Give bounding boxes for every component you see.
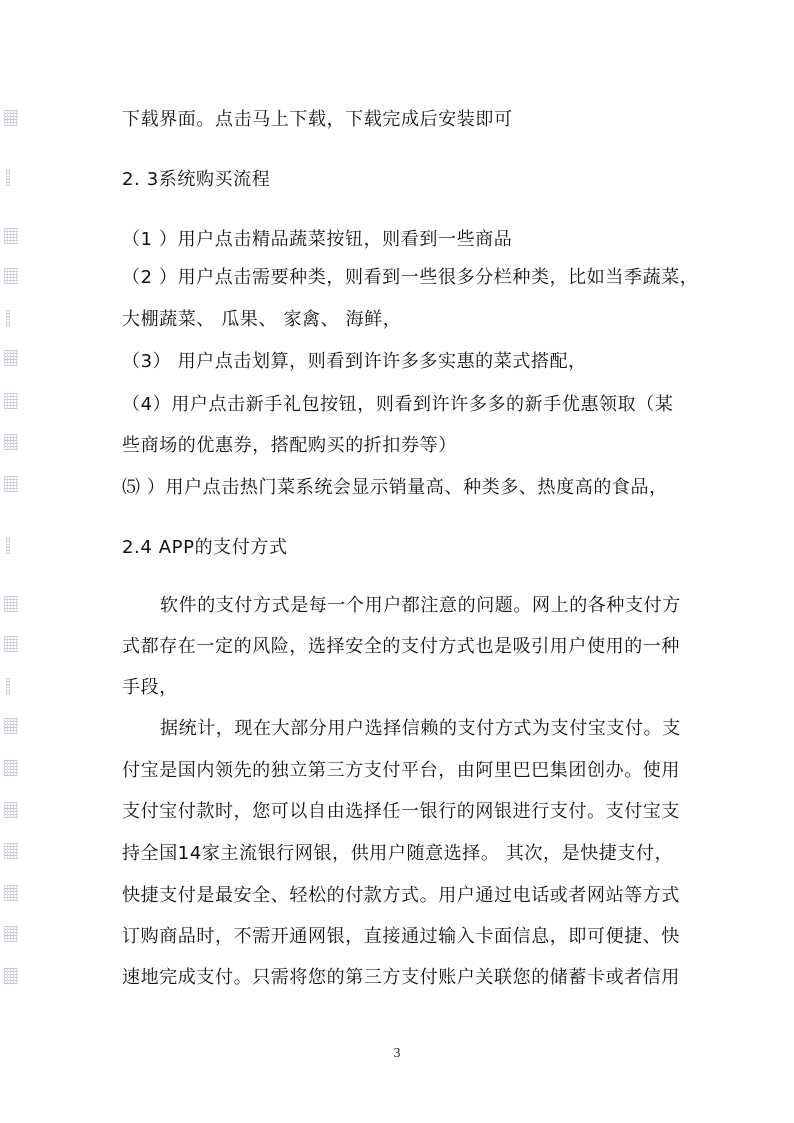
- scan-artifact: [4, 596, 18, 612]
- paragraph-start: 软件的支付方式是每一个用户都注意的问题。网上的各种支付方: [160, 595, 681, 616]
- scan-artifact: [4, 968, 18, 984]
- paragraph-start: 据统计，现在大部分用户选择信赖的支付方式为支付宝支付。支: [160, 718, 681, 739]
- text-line: 式都存在一定的风险，选择安全的支付方式也是吸引用户使用的一种: [122, 636, 680, 657]
- scan-artifact: [4, 760, 18, 776]
- scan-artifact: [4, 110, 18, 126]
- scan-artifact: [4, 393, 18, 409]
- scan-artifact: [4, 843, 18, 859]
- text-line: 支付宝付款时，您可以自由选择任一银行的网银进行支付。支付宝支: [122, 801, 680, 822]
- scan-artifact: [4, 434, 18, 450]
- section-heading: 2. 3系统购买流程: [122, 169, 271, 190]
- scan-artifact: [4, 476, 18, 492]
- scan-artifact: [4, 350, 18, 366]
- text-line: 手段，: [122, 677, 178, 698]
- scan-artifact: [4, 802, 18, 818]
- list-item: （4）用户点击新手礼包按钮，则看到许许多多的新手优惠领取（某: [122, 394, 674, 415]
- scan-artifact: [4, 885, 18, 901]
- list-item: ⑸ ）用户点击热门菜系统会显示销量高、种类多、热度高的食品，: [122, 477, 668, 498]
- text-line: 速地完成支付。只需将您的第三方支付账户关联您的储蓄卡或者信用: [122, 967, 680, 988]
- page-number: 3: [393, 1046, 401, 1061]
- text-line: 下载界面。点击马上下载，下载完成后安装即可: [122, 109, 513, 130]
- scan-artifact: [6, 678, 10, 694]
- scan-artifact: [4, 718, 18, 734]
- scan-artifact: [6, 170, 10, 186]
- scan-artifact: [6, 538, 10, 554]
- scan-artifact: [4, 268, 18, 284]
- list-item: （1 ）用户点击精品蔬菜按钮，则看到一些商品: [122, 229, 513, 250]
- list-item: （3） 用户点击划算，则看到许许多多实惠的菜式搭配，: [122, 351, 587, 372]
- section-heading: 2.4 APP的支付方式: [122, 537, 288, 558]
- text-line: 持全国14家主流银行网银，供用户随意选择。 其次，是快捷支付，: [122, 843, 674, 864]
- scan-artifact: [6, 310, 10, 326]
- text-line: 订购商品时，不需开通网银，直接通过输入卡面信息，即可便捷、快: [122, 926, 680, 947]
- scan-artifact: [4, 636, 18, 652]
- scan-artifact: [4, 926, 18, 942]
- scan-artifact: [4, 228, 18, 244]
- text-line: 付宝是国内领先的独立第三方支付平台，由阿里巴巴集团创办。使用: [122, 760, 680, 781]
- text-line: 大棚蔬菜、 瓜果、 家禽、 海鲜，: [122, 309, 402, 330]
- text-line: 快捷支付是最安全、轻松的付款方式。用户通过电话或者网站等方式: [122, 885, 680, 906]
- text-line: 些商场的优惠券，搭配购买的折扣券等）: [122, 435, 457, 456]
- list-item: （2 ）用户点击需要种类，则看到一些很多分栏种类，比如当季蔬菜，: [122, 267, 699, 288]
